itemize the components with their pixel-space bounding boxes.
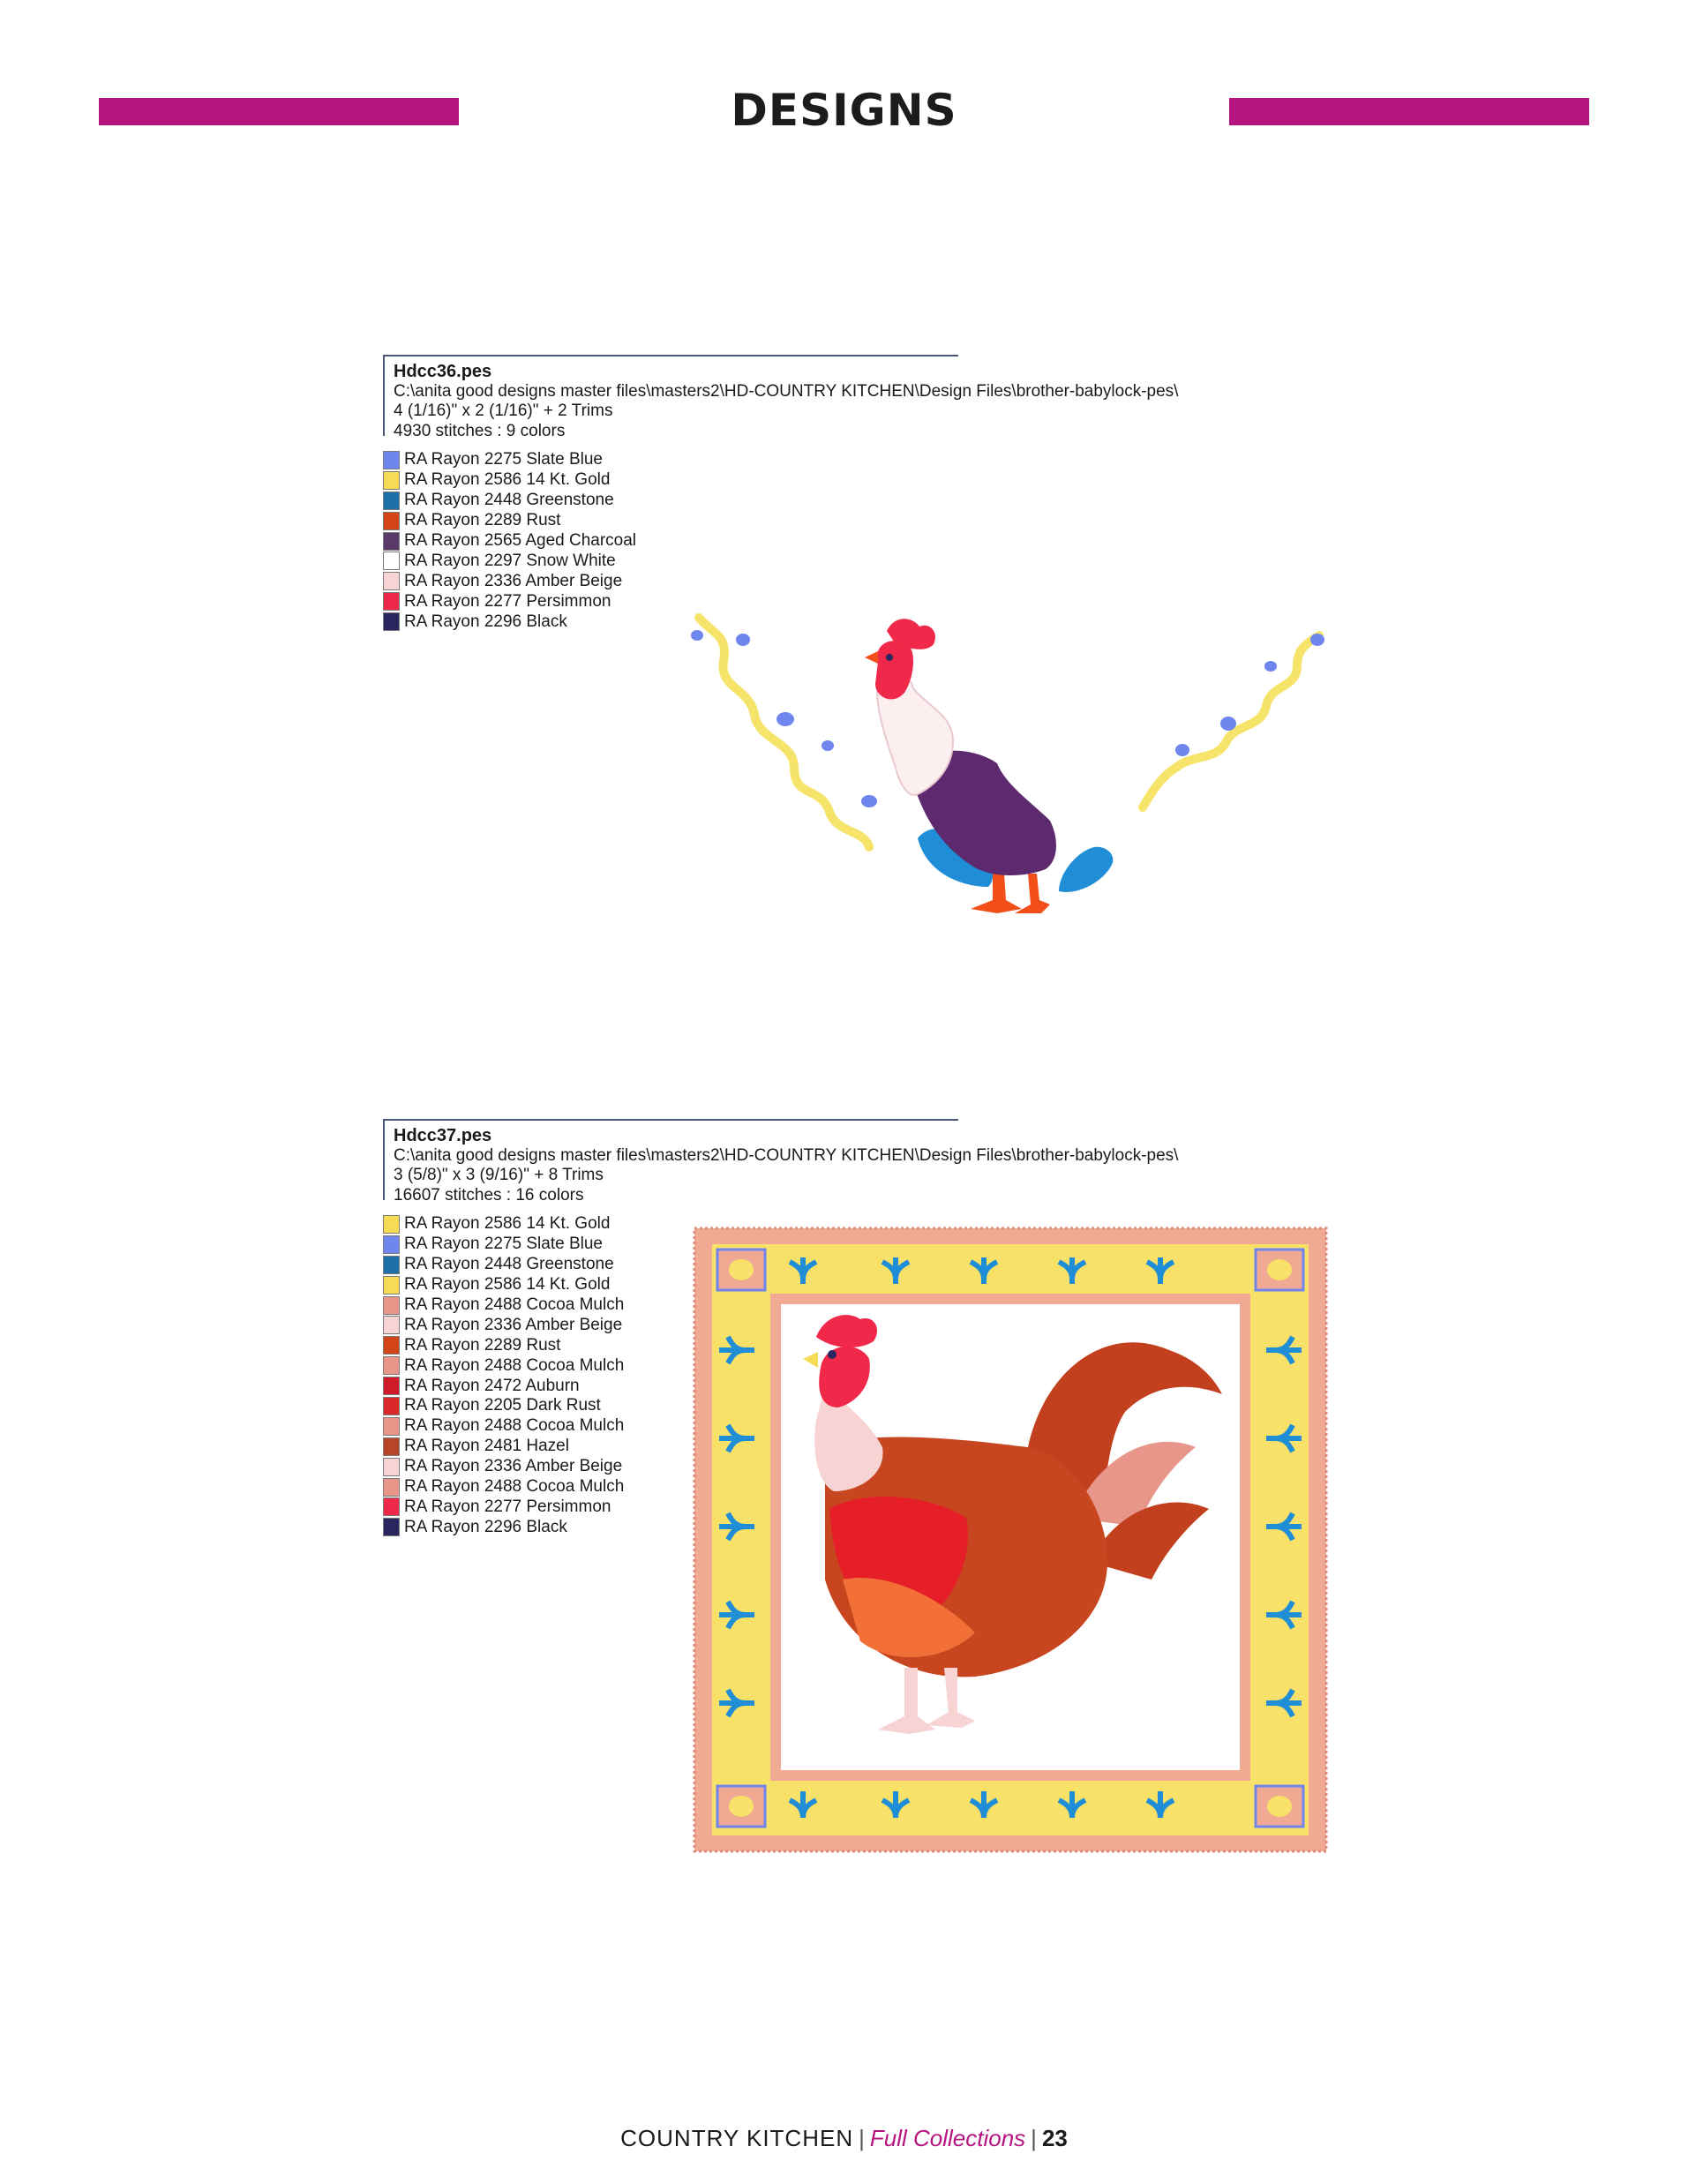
thread-color-name: RA Rayon 2296 Black: [404, 612, 567, 631]
design-stitches: 16607 stitches : 16 colors: [394, 1185, 584, 1205]
color-swatch-icon: [383, 451, 400, 469]
header-accent-bar-right: [1229, 98, 1589, 125]
thread-color-item: [383, 1517, 624, 1537]
thread-color-name: RA Rayon 2336 Amber Beige: [404, 1315, 623, 1334]
thread-color-item: [383, 1235, 624, 1255]
color-swatch-icon: [383, 552, 400, 570]
color-swatch-icon: [383, 1478, 400, 1497]
color-swatch-icon: [383, 492, 400, 510]
thread-color-item: [383, 531, 636, 552]
design-sheet-1: [383, 355, 1230, 646]
sheet-side-rule: [383, 355, 385, 436]
thread-color-item: [383, 1376, 624, 1396]
thread-color-name: RA Rayon 2275 Slate Blue: [404, 1235, 603, 1254]
thread-color-item: [383, 1275, 624, 1295]
color-swatch-icon: [383, 532, 400, 551]
color-swatch-icon: [383, 1296, 400, 1315]
thread-color-name: RA Rayon 2481 Hazel: [404, 1437, 569, 1456]
page-title: DESIGNS: [731, 85, 957, 136]
thread-color-name: RA Rayon 2565 Aged Charcoal: [404, 531, 637, 550]
design-size: 3 (5/8)" x 3 (9/16)" + 8 Trims: [394, 1166, 604, 1184]
sheet-top-rule: [383, 1119, 958, 1121]
color-swatch-icon: [383, 1256, 400, 1274]
thread-color-name: RA Rayon 2488 Cocoa Mulch: [404, 1355, 625, 1375]
color-swatch-icon: [383, 512, 400, 530]
thread-color-name: RA Rayon 2488 Cocoa Mulch: [404, 1477, 625, 1497]
footer-subtitle: Full Collections: [869, 2125, 1026, 2151]
thread-color-item: [383, 571, 636, 591]
thread-color-name: RA Rayon 2488 Cocoa Mulch: [404, 1416, 625, 1436]
color-swatch-icon: [383, 1518, 400, 1536]
thread-color-list: [383, 1214, 624, 1537]
design-filename: Hdcc37.pes: [394, 1126, 492, 1145]
color-swatch-icon: [383, 471, 400, 490]
thread-color-name: RA Rayon 2289 Rust: [404, 511, 561, 530]
thread-color-name: RA Rayon 2289 Rust: [404, 1335, 561, 1355]
thread-color-item: [383, 1315, 624, 1335]
rooster-corner-embroidery: [688, 609, 1332, 944]
color-swatch-icon: [383, 592, 400, 611]
design-info: [394, 1126, 1178, 1205]
thread-color-item: [383, 1477, 624, 1497]
thread-color-name: RA Rayon 2336 Amber Beige: [404, 1457, 623, 1476]
color-swatch-icon: [383, 1276, 400, 1295]
page-footer: [0, 2125, 1688, 2152]
color-swatch-icon: [383, 1497, 400, 1516]
sheet-top-rule: [383, 355, 958, 356]
design-size: 4 (1/16)" x 2 (1/16)" + 2 Trims: [394, 402, 613, 420]
color-swatch-icon: [383, 1397, 400, 1415]
thread-color-item: [383, 1295, 624, 1316]
color-swatch-icon: [383, 612, 400, 631]
thread-color-item: [383, 1335, 624, 1355]
thread-color-item: [383, 450, 636, 470]
footer-separator: |: [1031, 2125, 1037, 2151]
color-swatch-icon: [383, 572, 400, 590]
thread-color-name: RA Rayon 2586 14 Kt. Gold: [404, 1275, 611, 1295]
thread-color-name: RA Rayon 2448 Greenstone: [404, 491, 614, 510]
thread-color-name: RA Rayon 2296 Black: [404, 1517, 567, 1536]
thread-color-item: [383, 1457, 624, 1477]
footer-separator: |: [859, 2125, 865, 2151]
thread-color-item: [383, 1214, 624, 1235]
design-stitches: 4930 stitches : 9 colors: [394, 421, 566, 440]
thread-color-item: [383, 1355, 624, 1376]
thread-color-item: [383, 1255, 624, 1275]
thread-color-name: RA Rayon 2336 Amber Beige: [404, 571, 623, 590]
thread-color-name: RA Rayon 2205 Dark Rust: [404, 1396, 601, 1415]
thread-color-item: [383, 1437, 624, 1457]
thread-color-item: [383, 1396, 624, 1416]
sheet-side-rule: [383, 1119, 385, 1200]
color-swatch-icon: [383, 1336, 400, 1355]
thread-color-name: RA Rayon 2448 Greenstone: [404, 1255, 614, 1274]
thread-color-name: RA Rayon 2275 Slate Blue: [404, 450, 603, 469]
thread-color-item: [383, 470, 636, 491]
thread-color-item: [383, 1416, 624, 1437]
thread-color-item: [383, 551, 636, 571]
thread-color-name: RA Rayon 2277 Persimmon: [404, 591, 611, 611]
thread-color-name: RA Rayon 2586 14 Kt. Gold: [404, 1214, 611, 1234]
color-swatch-icon: [383, 1377, 400, 1395]
color-swatch-icon: [383, 1417, 400, 1436]
color-swatch-icon: [383, 1458, 400, 1476]
design-filename: Hdcc36.pes: [394, 362, 492, 381]
color-swatch-icon: [383, 1437, 400, 1456]
footer-collection: COUNTRY KITCHEN: [620, 2125, 854, 2151]
rooster-square-embroidery: [693, 1227, 1328, 1853]
thread-color-name: RA Rayon 2472 Auburn: [404, 1376, 580, 1395]
thread-color-name: RA Rayon 2586 14 Kt. Gold: [404, 470, 611, 490]
page-number: 23: [1041, 2125, 1068, 2151]
thread-color-name: RA Rayon 2297 Snow White: [404, 551, 616, 570]
thread-color-item: [383, 612, 636, 632]
color-swatch-icon: [383, 1235, 400, 1254]
thread-color-item: [383, 1497, 624, 1517]
color-swatch-icon: [383, 1356, 400, 1375]
color-swatch-icon: [383, 1215, 400, 1234]
thread-color-item: [383, 591, 636, 612]
thread-color-item: [383, 511, 636, 531]
thread-color-list: [383, 450, 636, 632]
thread-color-name: RA Rayon 2488 Cocoa Mulch: [404, 1295, 625, 1314]
design-path: C:\anita good designs master files\masters2\HD-COUNTRY KITCHEN\Design Files\brother-babylock-pes\: [394, 1145, 1179, 1165]
design-path: C:\anita good designs master files\masters2\HD-COUNTRY KITCHEN\Design Files\brother-babylock-pes\: [394, 381, 1179, 401]
design-info: [394, 362, 1178, 441]
color-swatch-icon: [383, 1316, 400, 1334]
thread-color-item: [383, 491, 636, 511]
thread-color-name: RA Rayon 2277 Persimmon: [404, 1497, 611, 1516]
